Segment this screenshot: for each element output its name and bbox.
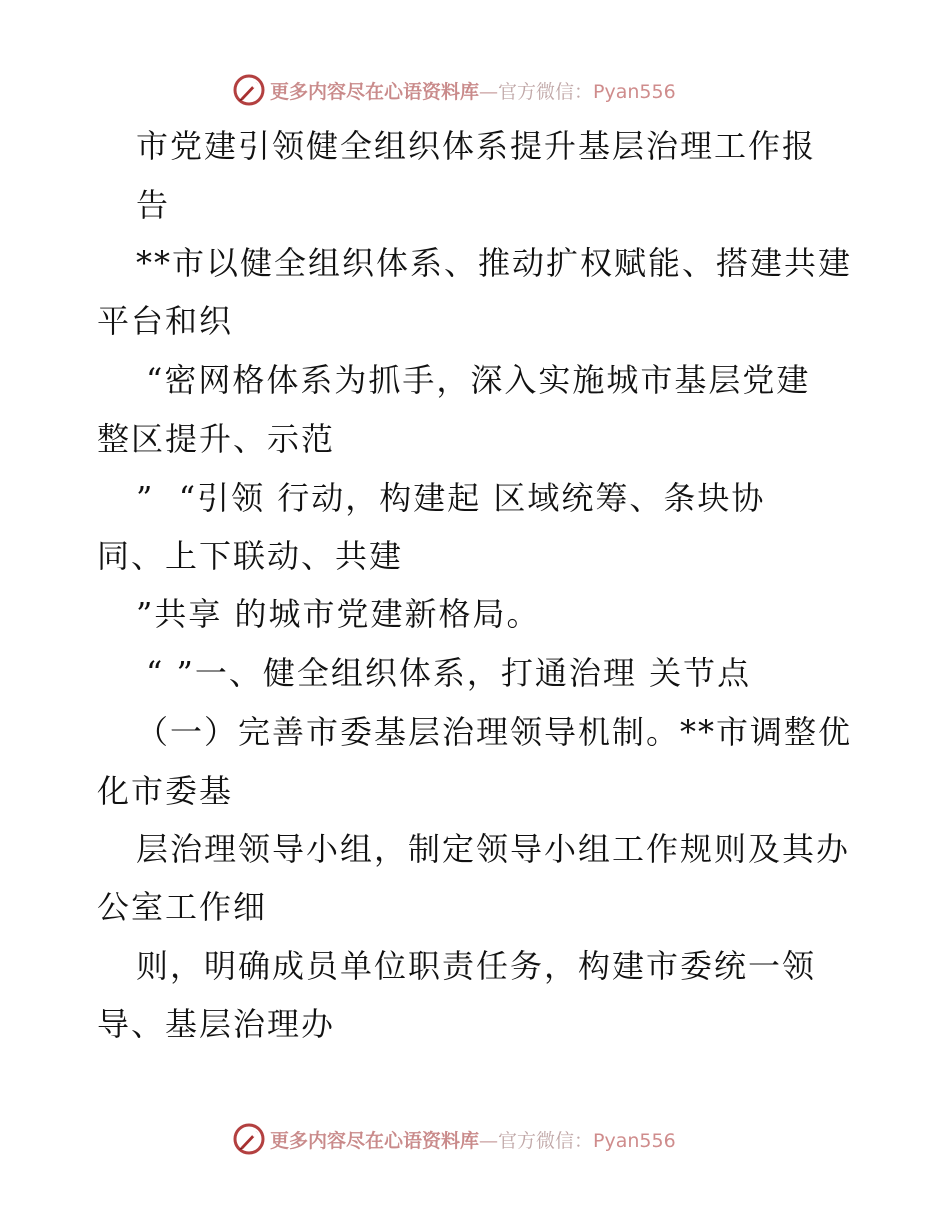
text-line: 同、上下联动、共建 — [97, 537, 404, 575]
text-line: “密网格体系为抓手，深入实施城市基层党建 — [146, 361, 811, 399]
watermark-label: 官方微信： — [498, 80, 594, 103]
watermark-id: Pyan556 — [593, 80, 676, 103]
text-line: **市以健全组织体系、推动扩权赋能、搭建共建 — [136, 244, 853, 282]
watermark-sep: — — [479, 80, 499, 103]
text-line: （一）完善市委基层治理领导机制。**市调整优 — [136, 713, 853, 751]
watermark-text — [270, 77, 676, 104]
text-line: ”共享 的城市党建新格局。 — [136, 595, 541, 633]
watermark-sep: — — [479, 1129, 499, 1152]
quill-logo-icon — [232, 73, 266, 107]
text-line: 公室工作细 — [97, 888, 268, 926]
text-line: ” “引领 行动，构建起 区域统筹、条块协 — [136, 479, 766, 517]
text-line: 层治理领导小组，制定领导小组工作规则及其办 — [136, 830, 851, 868]
watermark-main: 更多内容尽在心语资料库 — [270, 1129, 480, 1152]
text-line: 告 — [136, 186, 171, 224]
header-watermark — [232, 72, 676, 108]
watermark-label: 官方微信： — [498, 1129, 594, 1152]
text-line: 整区提升、示范 — [97, 420, 336, 458]
quill-logo-icon — [232, 1122, 266, 1156]
watermark-id: Pyan556 — [593, 1129, 676, 1152]
text-line: 平台和织 — [97, 302, 234, 340]
text-line: 导、基层治理办 — [97, 1005, 336, 1043]
watermark-text — [270, 1126, 676, 1153]
watermark-main: 更多内容尽在心语资料库 — [270, 80, 480, 103]
text-line: “ ”一、健全组织体系，打通治理 关节点 — [146, 654, 752, 692]
footer-watermark — [232, 1121, 676, 1157]
text-line: 则，明确成员单位职责任务，构建市委统一领 — [136, 947, 817, 985]
text-line: 化市委基 — [97, 772, 234, 810]
text-line: 市党建引领健全组织体系提升基层治理工作报 — [136, 127, 817, 165]
